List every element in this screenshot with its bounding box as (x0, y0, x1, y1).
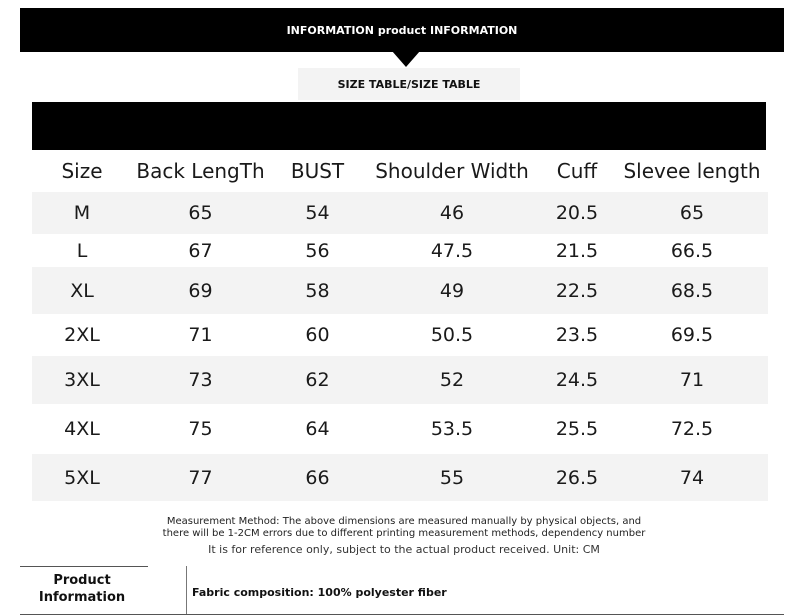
table-cell: 69.5 (616, 314, 768, 356)
table-cell: 62 (269, 356, 366, 404)
table-cell: 49 (366, 267, 538, 314)
table-cell: 53.5 (366, 404, 538, 454)
banner-title: INFORMATION product INFORMATION (286, 23, 518, 37)
column-header: Size (61, 159, 103, 183)
table-cell: 20.5 (538, 192, 616, 234)
table-cell: 64 (269, 404, 366, 454)
label-line-1: Product (53, 573, 111, 588)
divider (20, 614, 784, 615)
table-cell: 23.5 (538, 314, 616, 356)
table-cell: M (32, 192, 132, 234)
size-table-subtitle (298, 68, 520, 100)
table-cell: 4XL (32, 404, 132, 454)
table-cell: 60 (269, 314, 366, 356)
table-row (32, 404, 768, 454)
table-cell: L (32, 234, 132, 267)
column-header: Slevee length (623, 159, 761, 183)
banner-pointer-triangle (392, 51, 420, 67)
column-header: Back LengTh (136, 159, 265, 183)
reference-note: It is for reference only, subject to the actual product received. Unit: CM (208, 543, 600, 556)
table-cell: 65 (132, 192, 269, 234)
table-cell: 74 (616, 454, 768, 501)
table-cell: 55 (366, 454, 538, 501)
size-table (32, 150, 768, 501)
table-row (32, 356, 768, 404)
table-cell: 5XL (32, 454, 132, 501)
table-cell: 3XL (32, 356, 132, 404)
measurement-note-line-2: there will be 1-2CM errors due to different printing measurement methods, dependency number (162, 528, 646, 539)
column-header: Shoulder Width (375, 159, 529, 183)
product-information-label (20, 572, 144, 606)
divider (186, 566, 187, 615)
divider (20, 566, 148, 567)
column-header: BUST (290, 159, 345, 183)
table-row (32, 192, 768, 234)
table-row (32, 234, 768, 267)
table-row (32, 267, 768, 314)
table-cell: 56 (269, 234, 366, 267)
table-cell: 2XL (32, 314, 132, 356)
table-cell: XL (32, 267, 132, 314)
table-body (32, 192, 768, 501)
header-banner (20, 8, 784, 52)
table-cell: 47.5 (366, 234, 538, 267)
table-cell: 46 (366, 192, 538, 234)
table-cell: 21.5 (538, 234, 616, 267)
table-cell: 25.5 (538, 404, 616, 454)
table-cell: 52 (366, 356, 538, 404)
table-cell: 71 (616, 356, 768, 404)
table-cell: 65 (616, 192, 768, 234)
table-cell: 54 (269, 192, 366, 234)
table-cell: 66.5 (616, 234, 768, 267)
table-row (32, 454, 768, 501)
product-information-row (20, 566, 784, 616)
table-cell: 24.5 (538, 356, 616, 404)
table-cell: 72.5 (616, 404, 768, 454)
measurement-note-line-1: Measurement Method: The above dimensions are measured manually by physical objects, and (166, 516, 642, 527)
label-line-2: Information (38, 590, 126, 605)
table-header-strip (32, 102, 766, 150)
table-cell: 67 (132, 234, 269, 267)
fabric-composition: Fabric composition: 100% polyester fiber (192, 586, 447, 599)
table-cell: 66 (269, 454, 366, 501)
table-cell: 71 (132, 314, 269, 356)
table-cell: 75 (132, 404, 269, 454)
table-cell: 50.5 (366, 314, 538, 356)
table-cell: 73 (132, 356, 269, 404)
table-cell: 77 (132, 454, 269, 501)
table-header-row (32, 150, 768, 192)
table-cell: 68.5 (616, 267, 768, 314)
table-cell: 22.5 (538, 267, 616, 314)
column-header: Cuff (556, 159, 598, 183)
table-row (32, 314, 768, 356)
subtitle-text: SIZE TABLE/SIZE TABLE (337, 77, 481, 91)
table-cell: 69 (132, 267, 269, 314)
table-cell: 26.5 (538, 454, 616, 501)
table-cell: 58 (269, 267, 366, 314)
